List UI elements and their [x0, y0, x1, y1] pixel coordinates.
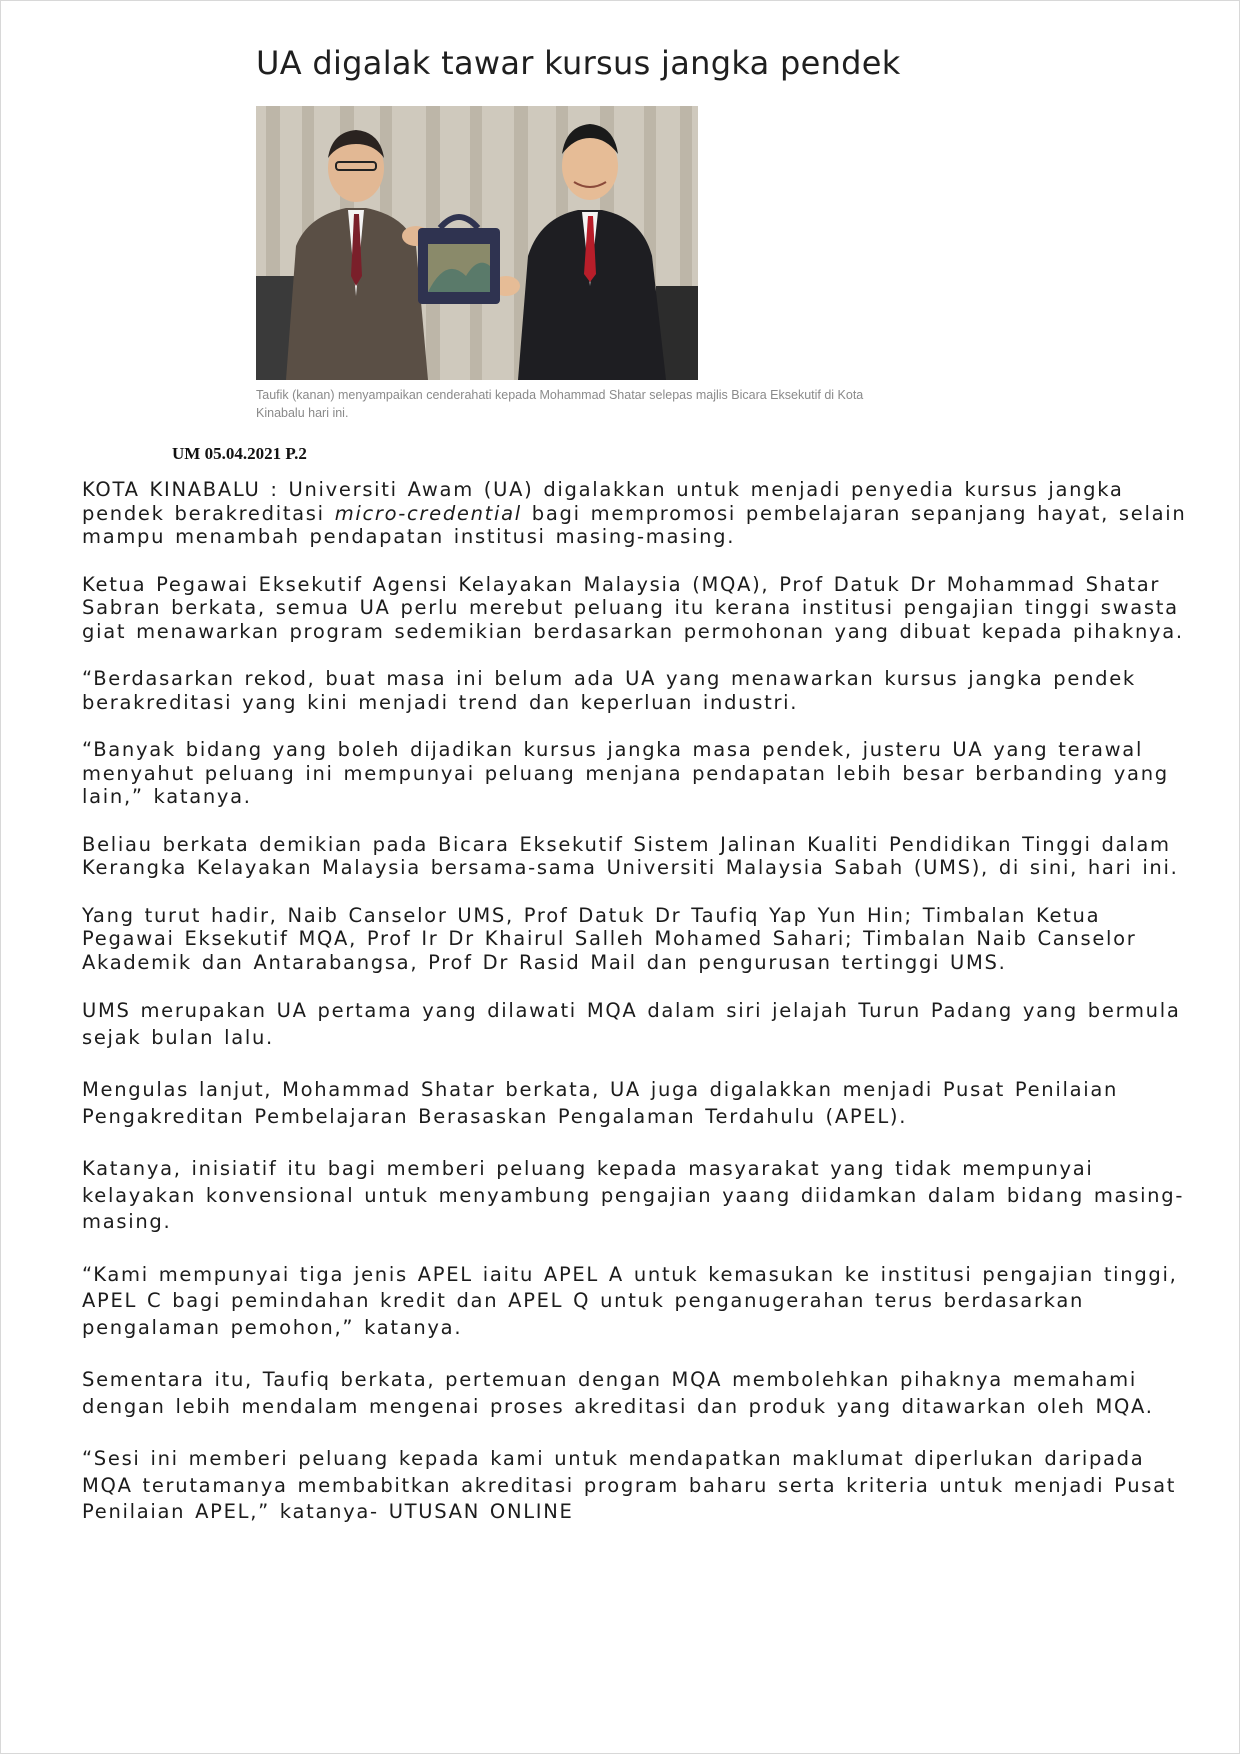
- paragraph-9: Katanya, inisiatif itu bagi memberi peluang kepada masyarakat yang tidak mempunyai kelayakan konvensional untuk menyambung pengajian yaang diidamkan dalam bidang masing-masing.: [82, 1157, 1185, 1233]
- paragraph-8: Mengulas lanjut, Mohammad Shatar berkata, UA juga digalakkan menjadi Pusat Penilaian Pengakreditan Pembelajaran Berasaskan Pengalaman Terdahulu (APEL).: [82, 1078, 1119, 1128]
- paragraph-11: Sementara itu, Taufiq berkata, pertemuan dengan MQA membolehkan pihaknya memahami dengan lebih mendalam mengenai proses akreditasi dan produk yang ditawarkan oleh MQA.: [82, 1368, 1154, 1418]
- article-photo: [256, 106, 698, 380]
- paragraph-2: Ketua Pegawai Eksekutif Agensi Kelayakan Malaysia (MQA), Prof Datuk Dr Mohammad Shatar Sabran berkata, semua UA perlu merebut peluang itu kerana institusi pengajian tinggi swasta giat menawarkan program sedemikian berdasarkan permohonan yang dibuat kepada pihaknya.: [82, 572, 1184, 643]
- paragraph-10: “Kami mempunyai tiga jenis APEL iaitu APEL A untuk kemasukan ke institusi pengajian tinggi, APEL C bagi pemindahan kredit dan APEL Q untuk penganugerahan terus berdasarkan pengalaman pemohon,” katanya.: [82, 1262, 1178, 1339]
- paragraph-4: “Banyak bidang yang boleh dijadikan kursus jangka masa pendek, justeru UA yang terawal menyahut peluang ini mempunyai peluang menjana pendapatan lebih besar berbanding yang lain,” katanya.: [82, 738, 1169, 808]
- paragraph-1-start: KOTA KINABALU : Universiti Awam (UA) digalakkan untuk menjadi penyedia kursus jangka pendek berakreditasi: [82, 478, 1124, 525]
- paragraph-1-emphasis: micro-credential: [334, 501, 522, 525]
- paragraph-12: “Sesi ini memberi peluang kepada kami untuk mendapatkan maklumat diperlukan daripada MQA terutamanya membabitkan akreditasi program baharu serta kriteria untuk menjadi Pusat Penilaian APEL,” katanya- UTUSAN ONLINE: [82, 1447, 1177, 1523]
- source-reference: UM 05.04.2021 P.2: [172, 444, 307, 463]
- paragraph-6: Yang turut hadir, Naib Canselor UMS, Prof Datuk Dr Taufiq Yap Yun Hin; Timbalan Ketua Pegawai Eksekutif MQA, Prof Ir Dr Khairul Salleh Mohamed Sahari; Timbalan Naib Canselor Akademik dan Antarabangsa, Prof Dr Rasid Mail dan pengurusan tertinggi UMS.: [82, 903, 1137, 974]
- paragraph-5: Beliau berkata demikian pada Bicara Eksekutif Sistem Jalinan Kualiti Pendidikan Tinggi dalam Kerangka Kelayakan Malaysia bersama-sama Universiti Malaysia Sabah (UMS), di sini, hari ini.: [82, 832, 1179, 879]
- paragraph-3: “Berdasarkan rekod, buat masa ini belum ada UA yang menawarkan kursus jangka pendek berakreditasi yang kini menjadi trend dan keperluan industri.: [82, 667, 1136, 714]
- article-headline: UA digalak tawar kursus jangka pendek: [256, 44, 901, 82]
- photo-caption: Taufik (kanan) menyampaikan cenderahati kepada Mohammad Shatar selepas majlis Bicara Eksekutif di Kota Kinabalu hari ini.: [256, 388, 864, 420]
- article-body: [82, 478, 1192, 1552]
- paragraph-1-end: bagi mempromosi pembelajaran sepanjang hayat, selain mampu menambah pendapatan institusi masing-masing.: [82, 501, 1187, 548]
- paragraph-7: UMS merupakan UA pertama yang dilawati MQA dalam siri jelajah Turun Padang yang bermula sejak bulan lalu.: [82, 999, 1181, 1049]
- paragraph-1: [82, 478, 1192, 549]
